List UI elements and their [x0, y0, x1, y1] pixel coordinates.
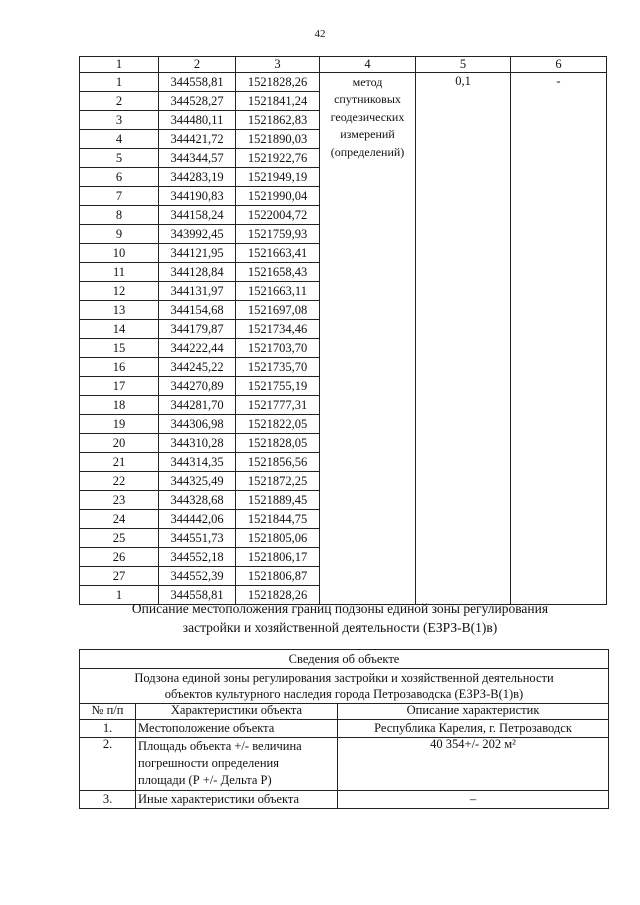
tolerance-cell: 0,1 [416, 73, 511, 605]
point-number: 6 [80, 168, 159, 187]
characteristic-name [136, 738, 338, 791]
coordinate-y: 1521735,70 [236, 358, 320, 377]
row-number: 2. [80, 738, 136, 791]
coordinate-y: 1521703,70 [236, 339, 320, 358]
point-number: 8 [80, 206, 159, 225]
characteristic-value: 40 354+/- 202 м² [338, 738, 609, 791]
point-number: 13 [80, 301, 159, 320]
point-number: 1 [80, 586, 159, 605]
coordinate-y: 1521841,24 [236, 92, 320, 111]
coordinate-y: 1521889,45 [236, 491, 320, 510]
coordinate-y: 1521734,46 [236, 320, 320, 339]
coordinate-y: 1521828,26 [236, 586, 320, 605]
point-number: 11 [80, 263, 159, 282]
coordinate-y: 1521663,11 [236, 282, 320, 301]
point-number: 22 [80, 472, 159, 491]
column-header: 4 [320, 57, 416, 73]
coordinate-y: 1521805,06 [236, 529, 320, 548]
point-number: 21 [80, 453, 159, 472]
coordinate-x: 344121,95 [159, 244, 236, 263]
info-row [80, 791, 609, 809]
info-subheading-line: Подзона единой зоны регулирования застройки и хозяйственной деятельности [134, 671, 554, 685]
column-header: 1 [80, 57, 159, 73]
coordinate-x: 344131,97 [159, 282, 236, 301]
coordinate-x: 344442,06 [159, 510, 236, 529]
point-number: 10 [80, 244, 159, 263]
method-line: измерений [340, 127, 395, 142]
point-number: 15 [80, 339, 159, 358]
section-title-line: застройки и хозяйственной деятельности (ЕЗРЗ-В(1)в) [182, 620, 498, 635]
coordinate-x: 344421,72 [159, 130, 236, 149]
coordinate-y: 1521862,83 [236, 111, 320, 130]
characteristic-name-line: площади (Р +/- Дельта Р) [138, 773, 272, 787]
characteristic-name: Иные характеристики объекта [136, 791, 338, 809]
coordinates-table [79, 56, 607, 605]
row-number: 3. [80, 791, 136, 809]
characteristic-value: Республика Карелия, г. Петрозаводск [338, 720, 609, 738]
point-number: 16 [80, 358, 159, 377]
column-6-cell: - [511, 73, 607, 605]
info-subheading-row [80, 669, 609, 704]
coordinate-y: 1521844,75 [236, 510, 320, 529]
characteristic-name-line: Площадь объекта +/- величина [138, 739, 302, 753]
column-header: 3 [236, 57, 320, 73]
method-cell [320, 73, 416, 605]
characteristic-name: Местоположение объекта [136, 720, 338, 738]
coordinate-y: 1521806,87 [236, 567, 320, 586]
coordinate-x: 344222,44 [159, 339, 236, 358]
point-number: 7 [80, 187, 159, 206]
coordinate-y: 1521990,04 [236, 187, 320, 206]
coordinate-y: 1521828,05 [236, 434, 320, 453]
point-number: 27 [80, 567, 159, 586]
coordinate-x: 344314,35 [159, 453, 236, 472]
method-line: спутниковых [334, 92, 401, 107]
info-subheading [80, 669, 609, 704]
point-number: 24 [80, 510, 159, 529]
coordinate-y: 1521806,17 [236, 548, 320, 567]
coordinate-x: 344154,68 [159, 301, 236, 320]
characteristic-name-line: погрешности определения [138, 756, 279, 770]
coordinate-x: 343992,45 [159, 225, 236, 244]
method-line: метод [352, 75, 383, 89]
point-number: 3 [80, 111, 159, 130]
column-header: Характеристики объекта [136, 704, 338, 720]
coordinate-x: 344179,87 [159, 320, 236, 339]
info-row [80, 720, 609, 738]
coordinate-y: 1521697,08 [236, 301, 320, 320]
coordinate-y: 1521822,05 [236, 415, 320, 434]
coordinate-y: 1521658,43 [236, 263, 320, 282]
method-line: геодезических [330, 109, 405, 124]
info-heading: Сведения об объекте [80, 650, 609, 669]
coordinate-x: 344128,84 [159, 263, 236, 282]
page-number: 42 [314, 28, 326, 40]
section-title [60, 599, 620, 637]
coordinate-x: 344551,73 [159, 529, 236, 548]
point-number: 5 [80, 149, 159, 168]
column-header: Описание характеристик [338, 704, 609, 720]
object-info-table [79, 649, 609, 809]
coordinate-y: 1521759,93 [236, 225, 320, 244]
coordinate-x: 344325,49 [159, 472, 236, 491]
coordinate-y: 1522004,72 [236, 206, 320, 225]
coordinate-x: 344190,83 [159, 187, 236, 206]
coordinate-x: 344552,18 [159, 548, 236, 567]
point-number: 19 [80, 415, 159, 434]
coordinate-x: 344306,98 [159, 415, 236, 434]
point-number: 1 [80, 73, 159, 92]
method-line: (определений) [330, 144, 405, 159]
point-number: 2 [80, 92, 159, 111]
info-column-headers [80, 704, 609, 720]
coordinate-x: 344480,11 [159, 111, 236, 130]
column-header: № п/п [80, 704, 136, 720]
coordinate-x: 344344,57 [159, 149, 236, 168]
point-number: 26 [80, 548, 159, 567]
point-number: 20 [80, 434, 159, 453]
coordinate-y: 1521922,76 [236, 149, 320, 168]
coordinate-x: 344270,89 [159, 377, 236, 396]
coordinate-y: 1521890,03 [236, 130, 320, 149]
coordinate-y: 1521663,41 [236, 244, 320, 263]
section-title-line: Описание местоположения границ подзоны единой зоны регулирования [131, 601, 549, 616]
point-number: 25 [80, 529, 159, 548]
coordinate-x: 344158,24 [159, 206, 236, 225]
point-number: 23 [80, 491, 159, 510]
column-header: 6 [511, 57, 607, 73]
point-number: 4 [80, 130, 159, 149]
coordinate-y: 1521828,26 [236, 73, 320, 92]
coordinate-y: 1521755,19 [236, 377, 320, 396]
characteristic-value: – [338, 791, 609, 809]
point-number: 14 [80, 320, 159, 339]
coordinate-x: 344552,39 [159, 567, 236, 586]
coordinate-y: 1521777,31 [236, 396, 320, 415]
coordinate-x: 344283,19 [159, 168, 236, 187]
coordinate-x: 344528,27 [159, 92, 236, 111]
coordinate-x: 344310,28 [159, 434, 236, 453]
column-header: 5 [416, 57, 511, 73]
coordinate-y: 1521856,56 [236, 453, 320, 472]
coordinates-header-row [80, 57, 607, 73]
coordinate-row [80, 73, 607, 92]
point-number: 18 [80, 396, 159, 415]
coordinate-y: 1521872,25 [236, 472, 320, 491]
coordinate-x: 344281,70 [159, 396, 236, 415]
coordinate-x: 344558,81 [159, 73, 236, 92]
info-subheading-line: объектов культурного наследия города Петрозаводска (ЕЗРЗ-В(1)в) [164, 687, 524, 701]
coordinate-x: 344245,22 [159, 358, 236, 377]
column-header: 2 [159, 57, 236, 73]
point-number: 17 [80, 377, 159, 396]
info-row [80, 738, 609, 791]
coordinate-x: 344558,81 [159, 586, 236, 605]
coordinate-x: 344328,68 [159, 491, 236, 510]
row-number: 1. [80, 720, 136, 738]
point-number: 9 [80, 225, 159, 244]
point-number: 12 [80, 282, 159, 301]
coordinate-y: 1521949,19 [236, 168, 320, 187]
info-heading-row [80, 650, 609, 669]
